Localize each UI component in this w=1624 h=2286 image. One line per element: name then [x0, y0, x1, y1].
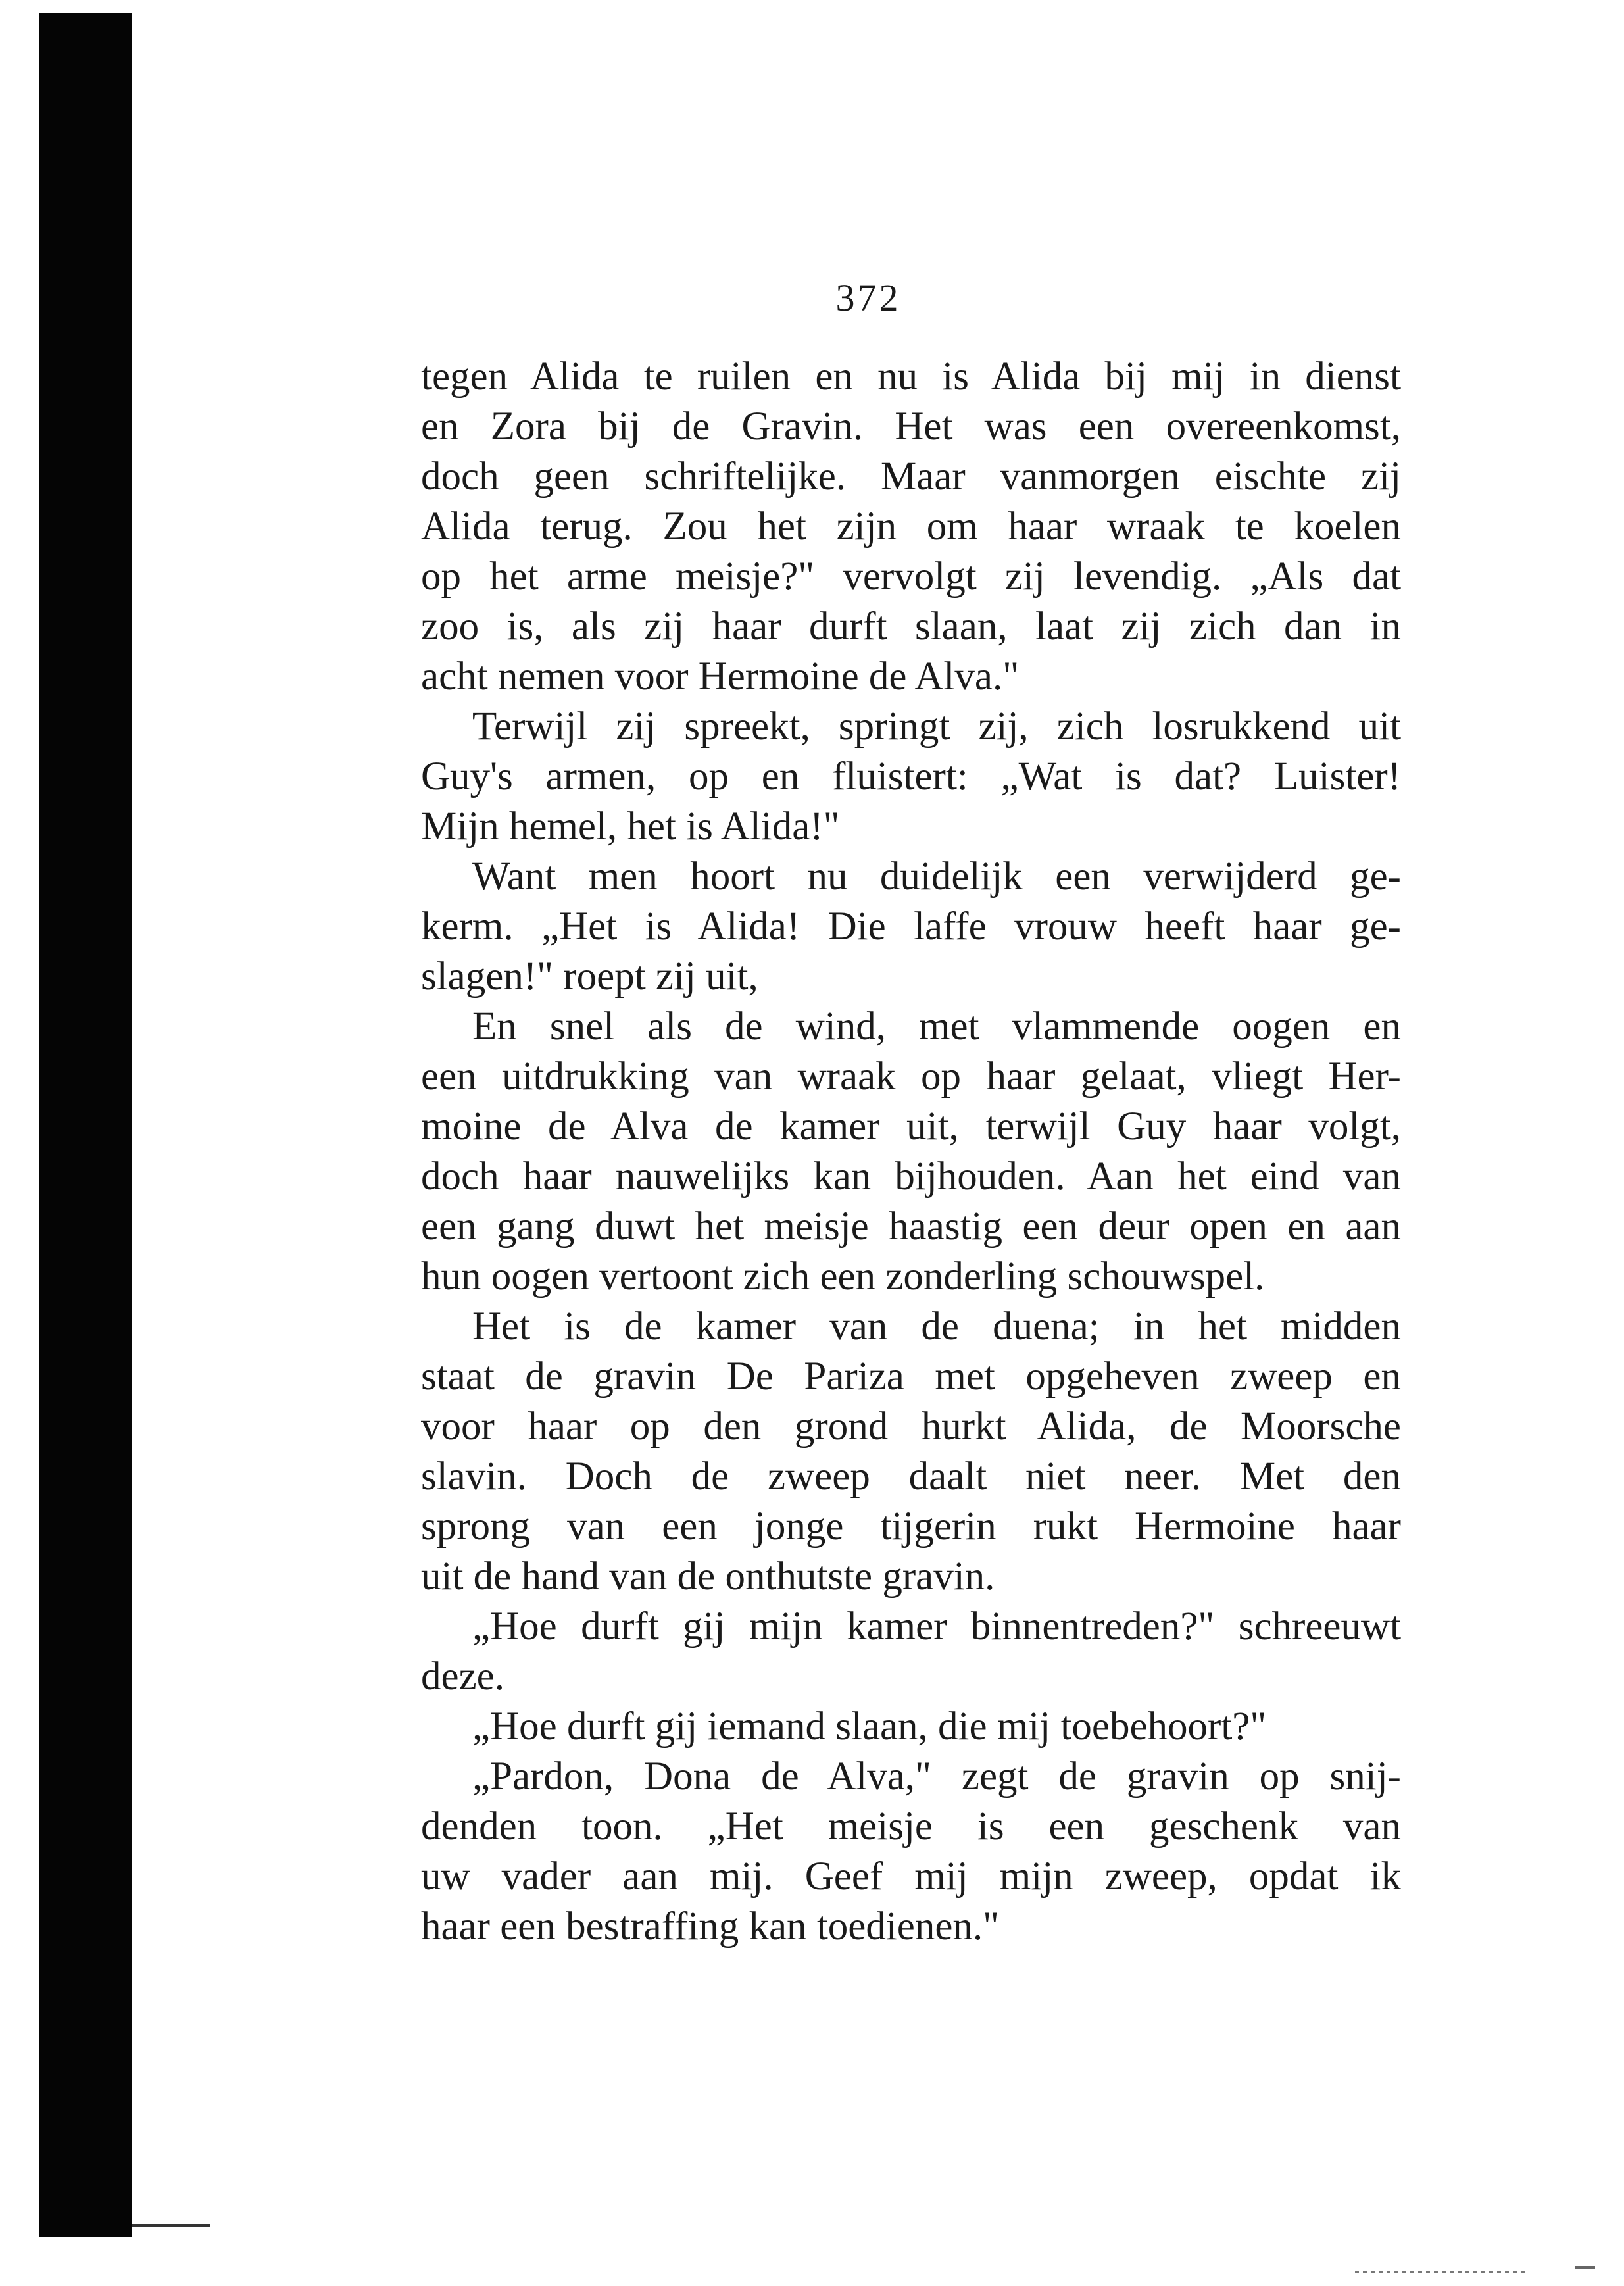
- scan-artifact-mark: [1575, 2266, 1595, 2269]
- text-line: Terwijl zij spreekt, springt zij, zich losrukkend uit: [472, 705, 1401, 749]
- body-text: [421, 352, 1401, 1952]
- text-line: moine de Alva de kamer uit, terwijl Guy haar volgt,: [421, 1105, 1401, 1149]
- text-line: voor haar op den grond hurkt Alida, de Moorsche: [421, 1404, 1401, 1449]
- text-line: Guy's armen, op en fluistert: „Wat is dat? Luister!: [421, 755, 1401, 799]
- text-line: Mijn hemel, het is Alida!": [421, 805, 840, 849]
- text-line: En snel als de wind, met vlammende oogen en: [472, 1005, 1401, 1049]
- scan-binding-foot: [132, 2224, 210, 2227]
- text-line: hun oogen vertoont zich een zonderling schouwspel.: [421, 1255, 1265, 1299]
- text-line: een uitdrukking van wraak op haar gelaat, vliegt Her-: [421, 1055, 1401, 1099]
- text-line: haar een bestraffing kan toedienen.": [421, 1904, 1000, 1949]
- text-line: op het arme meisje?" vervolgt zij levendig. „Als dat: [421, 555, 1401, 599]
- text-line: staat de gravin De Pariza met opgeheven zweep en: [421, 1354, 1401, 1399]
- text-line: slavin. Doch de zweep daalt niet neer. Met den: [421, 1454, 1401, 1499]
- text-line: doch geen schriftelijke. Maar vanmorgen eischte zij: [421, 455, 1401, 499]
- text-line: „Pardon, Dona de Alva," zegt de gravin op snij-: [472, 1754, 1401, 1799]
- page-number: 372: [835, 276, 901, 319]
- text-line: deze.: [421, 1654, 504, 1699]
- text-line: en Zora bij de Gravin. Het was een overeenkomst,: [421, 405, 1401, 449]
- text-line: denden toon. „Het meisje is een geschenk van: [421, 1804, 1401, 1849]
- text-line: Het is de kamer van de duena; in het midden: [472, 1305, 1401, 1349]
- text-line: kerm. „Het is Alida! Die laffe vrouw heeft haar ge-: [421, 905, 1401, 949]
- text-line: een gang duwt het meisje haastig een deur open en aan: [421, 1205, 1401, 1249]
- text-line: uit de hand van de onthutste gravin.: [421, 1554, 995, 1599]
- text-line: sprong van een jonge tijgerin rukt Hermoine haar: [421, 1504, 1401, 1549]
- scan-binding-shadow: [39, 13, 132, 2237]
- text-line: „Hoe durft gij mijn kamer binnentreden?" schreeuwt: [472, 1604, 1401, 1649]
- scan-artifact-dashes: [1355, 2271, 1526, 2273]
- text-line: doch haar nauwelijks kan bijhouden. Aan het eind van: [421, 1155, 1401, 1199]
- text-line: Want men hoort nu duidelijk een verwijderd ge-: [472, 855, 1401, 899]
- text-line: zoo is, als zij haar durft slaan, laat zij zich dan in: [421, 605, 1401, 649]
- text-line: acht nemen voor Hermoine de Alva.": [421, 655, 1020, 699]
- text-line: uw vader aan mij. Geef mij mijn zweep, opdat ik: [421, 1854, 1401, 1899]
- text-line: tegen Alida te ruilen en nu is Alida bij mij in dienst: [421, 355, 1401, 399]
- text-line: slagen!" roept zij uit,: [421, 955, 758, 999]
- text-line: „Hoe durft gij iemand slaan, die mij toebehoort?": [472, 1704, 1267, 1749]
- text-line: Alida terug. Zou het zijn om haar wraak te koelen: [421, 505, 1401, 549]
